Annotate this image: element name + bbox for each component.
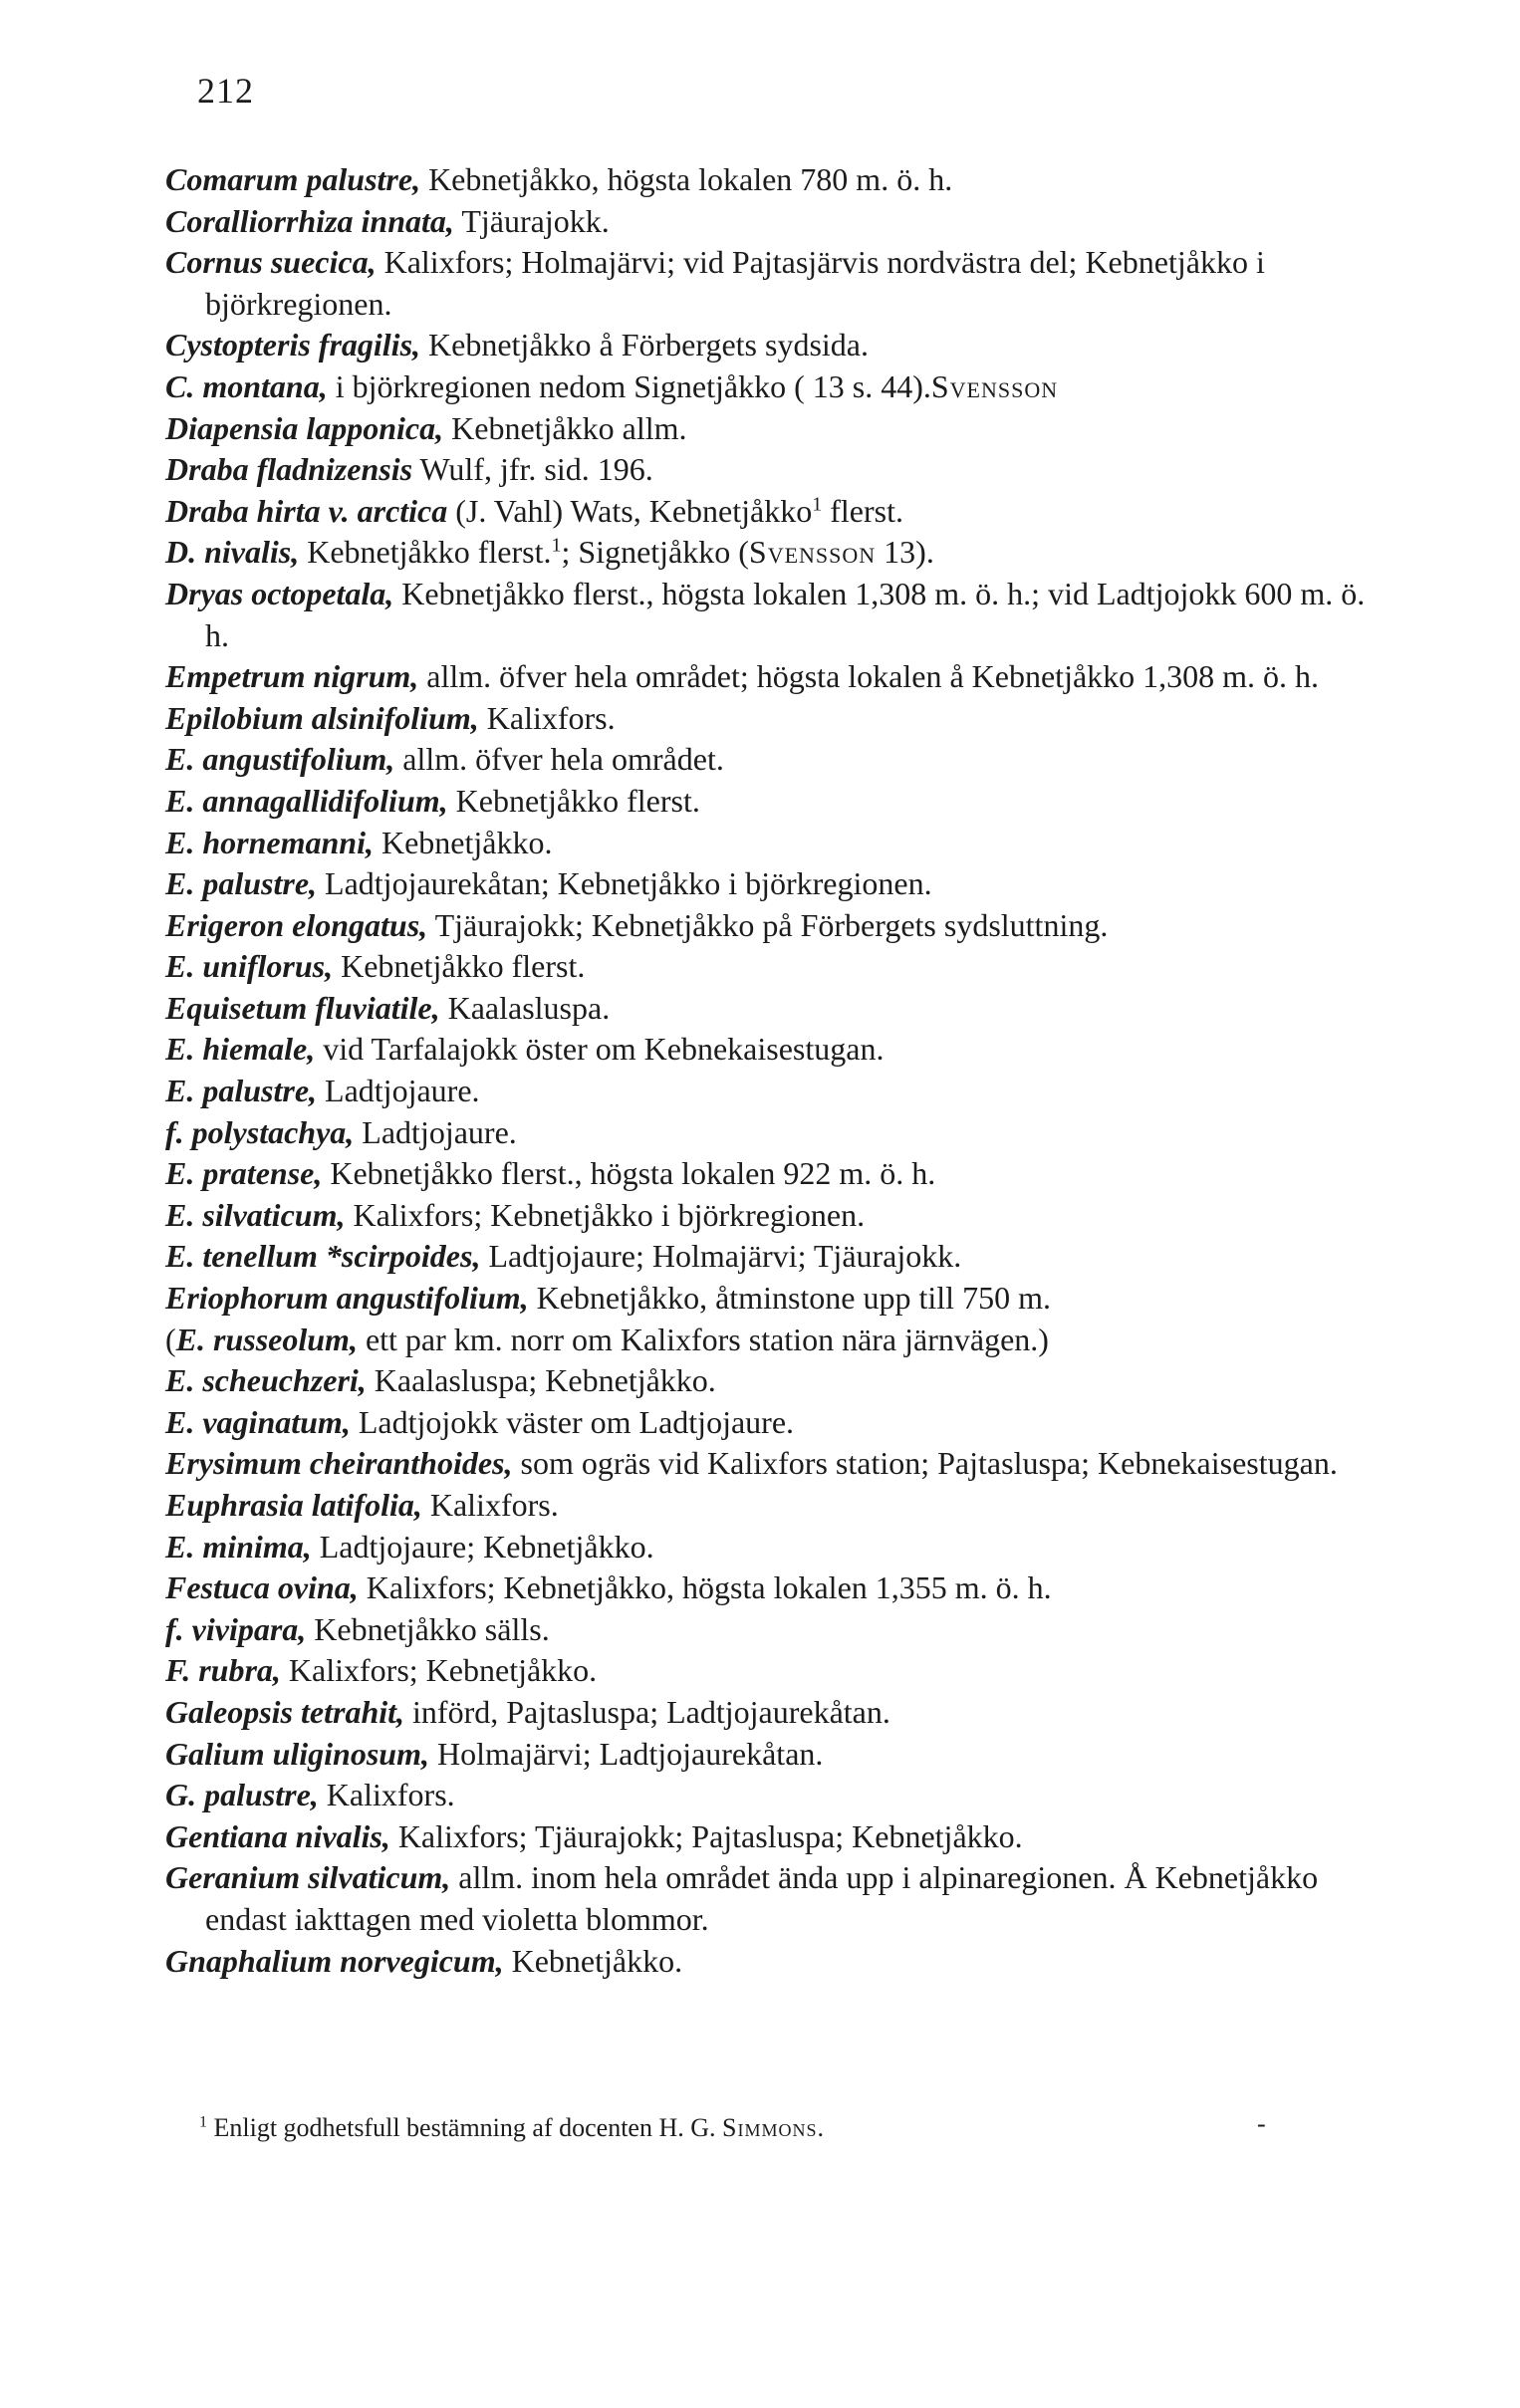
species-name: Equisetum fluviatile, (165, 989, 440, 1026)
locality-text: införd, Pajtasluspa; Ladtjojaurekåtan. (404, 1693, 890, 1730)
locality-text: Kebnetjåkko. (503, 1942, 683, 1979)
species-name: Cystopteris fragilis, (165, 327, 421, 363)
species-entry (165, 1816, 1371, 1858)
page-number: 212 (197, 71, 254, 111)
species-entry (165, 1071, 1371, 1112)
locality-text: Ladtjojokk väster om Ladtjojaure. (350, 1403, 795, 1440)
species-entry (165, 1112, 1371, 1154)
species-entry (165, 1692, 1371, 1734)
locality-text: Kalixfors; Kebnetjåkko, högsta lokalen 1,355 m. ö. h. (358, 1569, 1052, 1606)
species-name: Draba hirta v. arctica (165, 492, 448, 529)
species-name: E. russeolum, (175, 1321, 358, 1357)
species-name: E. silvaticum, (165, 1196, 346, 1233)
locality-text: allm. öfver hela området; högsta lokalen å Kebnetjåkko 1,308 m. ö. h. (418, 658, 1320, 695)
species-name: E. palustre, (165, 1073, 318, 1109)
species-entry (165, 1567, 1371, 1609)
species-entry (165, 1734, 1371, 1776)
locality-text: Ladtjojaure. (317, 1073, 480, 1109)
locality-text: Tjäurajokk; Kebnetjåkko på Förbergets sydsluttning. (427, 906, 1109, 943)
locality-text: Kaalasluspa. (439, 989, 611, 1026)
locality-text: Kalixfors. (478, 699, 616, 736)
locality-text: Kebnetjåkko, åtminstone upp till 750 m. (528, 1280, 1051, 1317)
species-name: E. annagallidifolium, (165, 782, 448, 819)
species-entry (165, 781, 1371, 823)
locality-text: Kebnetjåkko. (373, 824, 553, 860)
species-name: E. vaginatum, (165, 1403, 351, 1440)
locality-text: Kalixfors. (318, 1777, 455, 1813)
locality-text: Tjäurajokk. (453, 202, 610, 239)
species-entry (165, 946, 1371, 988)
species-entry (165, 201, 1371, 243)
locality-text: Kebnetjåkko flerst. (447, 782, 700, 819)
locality-text: Ladtjojaure; Holmajärvi; Tjäurajokk. (480, 1238, 962, 1275)
species-entry (165, 1320, 1371, 1361)
species-name: Diapensia lapponica, (165, 409, 444, 446)
species-name: Erysimum cheiranthoides, (165, 1445, 513, 1482)
species-name: E. scheuchzeri, (165, 1362, 367, 1399)
footnote-text: Enligt godhetsfull bestämning af docenten H. G. (207, 2113, 723, 2142)
species-name: Euphrasia latifolia, (165, 1487, 422, 1523)
species-entry (165, 1485, 1371, 1527)
locality-text: som ogräs vid Kalixfors station; Pajtasluspa; Kebnekaisestugan. (512, 1445, 1338, 1482)
species-entry (165, 574, 1371, 656)
species-entry (165, 1527, 1371, 1568)
species-entry (165, 1195, 1371, 1237)
species-name: Festuca ovina, (165, 1569, 359, 1606)
locality-text: Kaalasluspa; Kebnetjåkko. (366, 1362, 716, 1399)
species-entry (165, 1609, 1371, 1651)
species-name: Coralliorrhiza innata, (165, 202, 454, 239)
author-name: Svensson (930, 367, 1059, 404)
footnote-ref: 1 (812, 493, 823, 516)
locality-text: 13 s. 44). (804, 367, 931, 404)
species-entry (165, 491, 1371, 533)
species-name: Cornus suecica, (165, 244, 377, 281)
species-name: Galeopsis tetrahit, (165, 1693, 405, 1730)
species-name: C. montana, (165, 367, 328, 404)
species-name: Draba fladnizensis (165, 451, 413, 488)
species-entry (165, 366, 1371, 408)
species-name: D. nivalis, (165, 534, 300, 571)
species-entry (165, 242, 1371, 325)
species-name: Comarum palustre, (165, 161, 421, 197)
entry-prefix: ( (165, 1321, 176, 1357)
locality-text: Kalixfors; Tjäurajokk; Pajtasluspa; Kebnetjåkko. (389, 1817, 1023, 1854)
locality-text: Wulf, jfr. sid. 196. (412, 451, 653, 488)
species-entry (165, 905, 1371, 947)
species-name: E. tenellum *scirpoides, (165, 1238, 481, 1275)
locality-text: ; Signetjåkko ( (561, 534, 749, 571)
species-name: F. rubra, (165, 1652, 281, 1689)
locality-text: Kebnetjåkko sälls. (306, 1610, 550, 1647)
species-entry (165, 656, 1371, 698)
species-name: E. hornemanni, (165, 824, 374, 860)
species-entry (165, 1443, 1371, 1485)
locality-text: allm. inom hela området ända upp i alpinaregionen. Å Kebnetjåkko endast iakttagen med violetta blommor. (205, 1859, 1319, 1937)
locality-text: Kebnetjåkko å Förbergets sydsida. (420, 327, 869, 363)
species-entry (165, 1360, 1371, 1402)
species-entry (165, 1650, 1371, 1692)
locality-text: Kebnetjåkko flerst. (299, 534, 552, 571)
species-entry (165, 532, 1371, 574)
footnote (199, 2113, 824, 2143)
species-name: E. pratense, (165, 1155, 323, 1192)
locality-text: Kalixfors; Holmajärvi; vid Pajtasjärvis nordvästra del; Kebnetjåkko i björkregionen. (205, 244, 1265, 322)
locality-text: (J. Vahl) Wats, Kebnetjåkko (447, 492, 813, 529)
species-entry (165, 1153, 1371, 1195)
species-name: Geranium silvaticum, (165, 1859, 451, 1896)
species-name: Epilobium alsinifolium, (165, 699, 479, 736)
species-name: E. minima, (165, 1528, 312, 1565)
species-entry (165, 1278, 1371, 1320)
species-name: Empetrum nigrum, (165, 658, 419, 695)
species-name: E. hiemale, (165, 1031, 316, 1068)
species-entry (165, 1775, 1371, 1816)
species-entry (165, 1857, 1371, 1940)
locality-text: Kebnetjåkko flerst., högsta lokalen 1,308 m. ö. h.; vid Ladtjojokk 600 m. ö. h. (205, 575, 1366, 653)
species-entry (165, 1402, 1371, 1444)
locality-text: Kebnetjåkko, högsta lokalen 780 m. ö. h. (420, 161, 953, 197)
species-name: Gnaphalium norvegicum, (165, 1942, 504, 1979)
species-name: G. palustre, (165, 1777, 319, 1813)
species-entry (165, 408, 1371, 450)
species-entry (165, 863, 1371, 905)
locality-text: ett par km. norr om Kalixfors station nära järnvägen.) (357, 1321, 1049, 1357)
species-entry (165, 1941, 1371, 1983)
locality-text: Kebnetjåkko flerst., högsta lokalen 922 m. ö. h. (322, 1155, 936, 1192)
locality-text: Kebnetjåkko allm. (443, 409, 687, 446)
locality-text: Ladtjojaurekåtan; Kebnetjåkko i björkregionen. (317, 865, 932, 902)
species-entry (165, 1236, 1371, 1278)
locality-text: i björkregionen nedom Signetjåkko ( (327, 367, 805, 404)
species-name: Dryas octopetala, (165, 575, 394, 611)
species-entry (165, 1029, 1371, 1071)
locality-text: Ladtjojaure. (354, 1113, 517, 1150)
footnote-ref: 1 (551, 534, 562, 557)
species-entry (165, 739, 1371, 781)
author-name: Svensson (748, 534, 877, 571)
footnote-mark: 1 (199, 2113, 207, 2131)
species-name: Erigeron elongatus, (165, 906, 428, 943)
species-list (165, 159, 1371, 1982)
species-entry (165, 325, 1371, 366)
species-entry (165, 449, 1371, 491)
species-name: Eriophorum angustifolium, (165, 1280, 529, 1317)
locality-text: flerst. (822, 492, 903, 529)
species-entry (165, 988, 1371, 1030)
species-name: f. polystachya, (165, 1113, 355, 1150)
locality-text: Kalixfors. (421, 1487, 559, 1523)
species-name: E. angustifolium, (165, 741, 395, 778)
species-entry (165, 159, 1371, 201)
species-entry (165, 698, 1371, 740)
species-name: E. uniflorus, (165, 948, 334, 985)
locality-text: Kalixfors; Kebnetjåkko. (280, 1652, 598, 1689)
locality-text: allm. öfver hela området. (394, 741, 724, 778)
footnote-end: . (817, 2113, 824, 2142)
locality-text: vid Tarfalajokk öster om Kebnekaisestugan. (315, 1031, 885, 1068)
species-entry (165, 823, 1371, 864)
locality-text: 13). (876, 534, 934, 571)
species-name: E. palustre, (165, 865, 318, 902)
locality-text: Ladtjojaure; Kebnetjåkko. (311, 1528, 654, 1565)
species-name: f. vivipara, (165, 1610, 307, 1647)
locality-text: Kalixfors; Kebnetjåkko i björkregionen. (345, 1196, 866, 1233)
species-name: Gentiana nivalis, (165, 1817, 390, 1854)
locality-text: Holmajärvi; Ladtjojaurekåtan. (428, 1735, 824, 1772)
footnote-author: Simmons (722, 2113, 818, 2142)
species-name: Galium uliginosum, (165, 1735, 429, 1772)
locality-text: Kebnetjåkko flerst. (333, 948, 586, 985)
stray-mark: - (1257, 2109, 1266, 2138)
